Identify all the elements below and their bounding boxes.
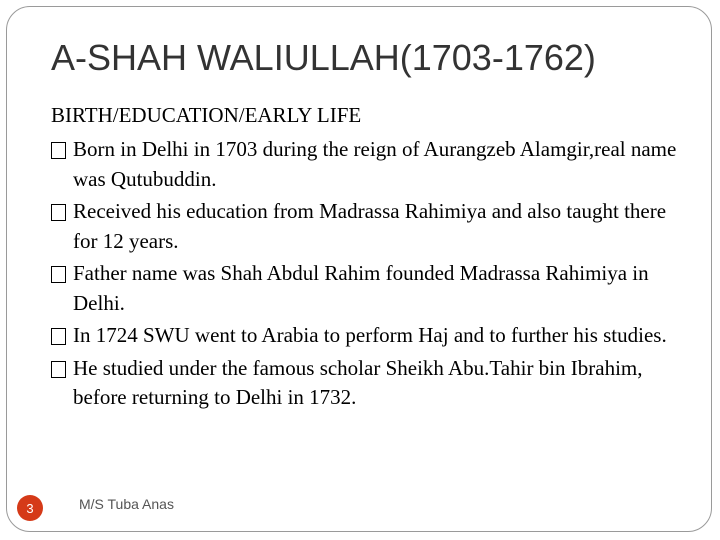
list-item [51,259,691,318]
checkbox-square-icon [51,142,66,159]
slide-title: A-SHAH WALIULLAH(1703-1762) [51,37,596,78]
slide-frame [6,6,712,532]
bullet-text: He studied under the famous scholar Sheikh Abu.Tahir bin Ibrahim, before returning to Delhi in 1732. [73,355,643,409]
bullet-text: Father name was Shah Abdul Rahim founded Madrassa Rahimiya in Delhi. [73,261,649,315]
checkbox-square-icon [51,266,66,283]
list-item [51,135,691,194]
slide-number-badge: 3 [17,495,43,521]
list-item [51,197,691,256]
bullet-text: Born in Delhi in 1703 during the reign of Aurangzeb Alamgir,real name was Qutubuddin. [73,137,677,191]
checkbox-square-icon [51,204,66,221]
bullet-text: In 1724 SWU went to Arabia to perform Haj and to further his studies. [73,323,667,347]
checkbox-square-icon [51,361,66,378]
list-item [51,354,691,413]
bullet-text: Received his education from Madrassa Rahimiya and also taught there for 12 years. [73,199,667,253]
list-item [51,321,691,351]
section-subheading: BIRTH/EDUCATION/EARLY LIFE [51,103,362,127]
checkbox-square-icon [51,328,66,345]
bullet-list [51,135,691,416]
footer-author: M/S Tuba Anas [79,496,174,512]
